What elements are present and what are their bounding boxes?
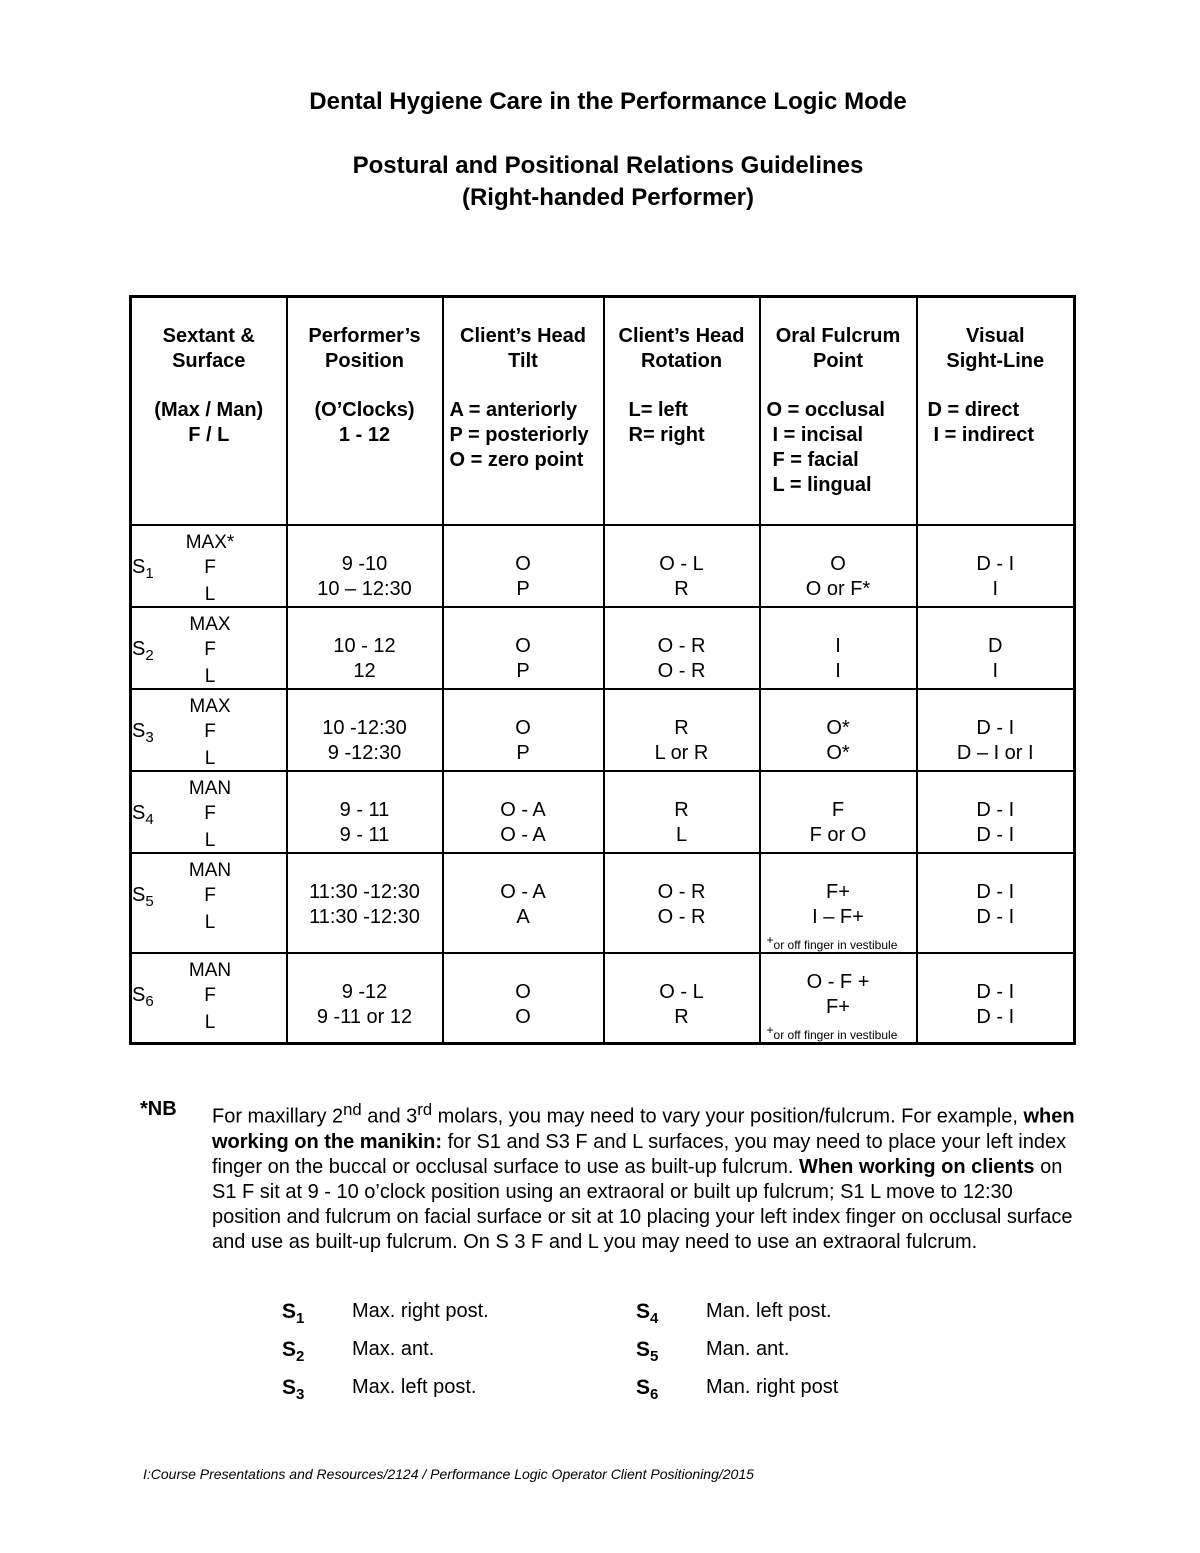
fulcrum-cell: O O or F*	[760, 525, 917, 607]
sextant-cell	[131, 771, 287, 853]
table-row	[131, 607, 1075, 689]
surface-f: F	[204, 802, 216, 824]
rotation-cell: O - R O - R	[604, 853, 760, 953]
arch-label: MAX	[189, 695, 231, 717]
surface-l: L	[204, 911, 216, 933]
header-head-tilt: Client’s Head Tilt A = anteriorly P = posteriorly O = zero point	[443, 297, 604, 525]
sextant-cell	[131, 607, 287, 689]
sextant-label: $S_4$	[132, 801, 154, 828]
header-performer-position: Performer’s Position (O’Clocks) 1 - 12	[287, 297, 443, 525]
position-cell: 9 -10 10 – 12:30	[287, 525, 443, 607]
arch-label: MAX	[189, 613, 231, 635]
fulcrum-footnote: +or off finger in vestibule	[766, 1022, 898, 1042]
tilt-cell: O P	[443, 607, 604, 689]
surface-l: L	[204, 747, 216, 769]
sextant-cell	[131, 853, 287, 953]
surface-f: F	[204, 984, 216, 1006]
fulcrum-cell: O* O*	[760, 689, 917, 771]
surface-l: L	[204, 1011, 216, 1033]
nb-label: *NB	[140, 1098, 177, 1120]
sextant-label: $S_2$	[132, 637, 154, 664]
tilt-cell: O - A A	[443, 853, 604, 953]
sextant-cell	[131, 689, 287, 771]
sextant-label: $S_3$	[132, 719, 154, 746]
fulcrum-cell: F F or O	[760, 771, 917, 853]
surface-f: F	[204, 884, 216, 906]
surface-l: L	[204, 583, 216, 605]
rotation-cell: O - L R	[604, 953, 760, 1044]
header-head-rotation: Client’s Head Rotation L= left R= right	[604, 297, 760, 525]
fulcrum-cell: F+ I – F+ +or off finger in vestibule	[760, 853, 917, 953]
sight-cell: D - I D - I	[917, 953, 1075, 1044]
surface-f: F	[204, 638, 216, 660]
footer-path: I:Course Presentations and Resources/2124 / Performance Logic Operator Client Positioning/2015	[143, 1466, 754, 1482]
tilt-cell: O P	[443, 525, 604, 607]
legend-item: $S_6$ Man. right post	[636, 1376, 839, 1404]
sextant-label: $S_6$	[132, 983, 154, 1010]
sextant-cell	[131, 953, 287, 1044]
legend-item: $S_1$ Max. right post.	[282, 1300, 489, 1328]
legend-item: $S_4$ Man. left post.	[636, 1300, 832, 1328]
legend-item: $S_2$ Max. ant.	[282, 1338, 435, 1366]
header-sextant-surface: Sextant & Surface (Max / Man) F / L	[131, 297, 287, 525]
sight-cell: D - I I	[917, 525, 1075, 607]
arch-label: MAN	[188, 959, 232, 981]
position-cell: 11:30 -12:30 11:30 -12:30	[287, 853, 443, 953]
sextant-legend-right	[636, 1296, 838, 1411]
table-row	[131, 853, 1075, 953]
document-subtitle-performer: (Right-handed Performer)	[461, 184, 754, 211]
nb-note	[140, 1097, 1080, 1255]
table-row	[131, 689, 1075, 771]
fulcrum-footnote: +or off finger in vestibule	[766, 932, 898, 952]
tilt-cell: O P	[443, 689, 604, 771]
position-cell: 9 -12 9 -11 or 12	[287, 953, 443, 1044]
nb-paragraph: For maxillary 2nd and 3rd molars, you may need to vary your position/fulcrum. For example, when working on the manikin: for S1 and S3 F and L surfaces, you may need to place your left index finger on the buccal or occlusal surface to use as built-up fulcrum. When working on clients on S1 F sit at 9 - 10 o’clock position using an extraoral or built up fulcrum; S1 L move to 12:30 position and fulcrum on facial surface or sit at 10 placing your left index finger on occlusal surface and use as built-up fulcrum. On S 3 F and L you may need to use an extraoral fulcrum.	[212, 1100, 1075, 1253]
legend-item: $S_3$ Max. left post.	[282, 1376, 477, 1404]
position-cell: 10 -12:30 9 -12:30	[287, 689, 443, 771]
rotation-cell: R L or R	[604, 689, 760, 771]
sight-cell: D - I D - I	[917, 853, 1075, 953]
document-subtitle: Postural and Positional Relations Guidelines	[352, 152, 864, 179]
arch-label: MAN	[188, 859, 232, 881]
surface-l: L	[204, 829, 216, 851]
position-cell: 10 - 12 12	[287, 607, 443, 689]
fulcrum-cell: I I	[760, 607, 917, 689]
document-title: Dental Hygiene Care in the Performance Logic Mode	[309, 88, 907, 115]
sight-cell: D - I D – I or I	[917, 689, 1075, 771]
table-row	[131, 525, 1075, 607]
sight-cell: D - I D - I	[917, 771, 1075, 853]
rotation-cell: R L	[604, 771, 760, 853]
sight-cell: D I	[917, 607, 1075, 689]
surface-f: F	[204, 556, 216, 578]
surface-l: L	[204, 665, 216, 687]
surface-f: F	[204, 720, 216, 742]
header-oral-fulcrum: Oral Fulcrum Point O = occlusal I = incisal F = facial L = lingual	[760, 297, 917, 525]
tilt-cell: O - A O - A	[443, 771, 604, 853]
arch-label: MAX*	[185, 531, 235, 553]
arch-label: MAN	[188, 777, 232, 799]
positioning-table	[129, 295, 1076, 1045]
tilt-cell: O O	[443, 953, 604, 1044]
table-row	[131, 953, 1075, 1044]
sextant-legend-left	[282, 1296, 489, 1411]
header-sight-line: Visual Sight-Line D = direct I = indirect	[917, 297, 1075, 525]
rotation-cell: O - L R	[604, 525, 760, 607]
sextant-label: $S_1$	[132, 555, 154, 582]
sextant-cell	[131, 525, 287, 607]
sextant-label: $S_5$	[132, 883, 154, 910]
rotation-cell: O - R O - R	[604, 607, 760, 689]
legend-item: $S_5$ Man. ant.	[636, 1338, 790, 1366]
fulcrum-cell: O - F + F+ +or off finger in vestibule	[760, 953, 917, 1044]
position-cell: 9 - 11 9 - 11	[287, 771, 443, 853]
table-header-row	[131, 297, 1075, 525]
table-row	[131, 771, 1075, 853]
